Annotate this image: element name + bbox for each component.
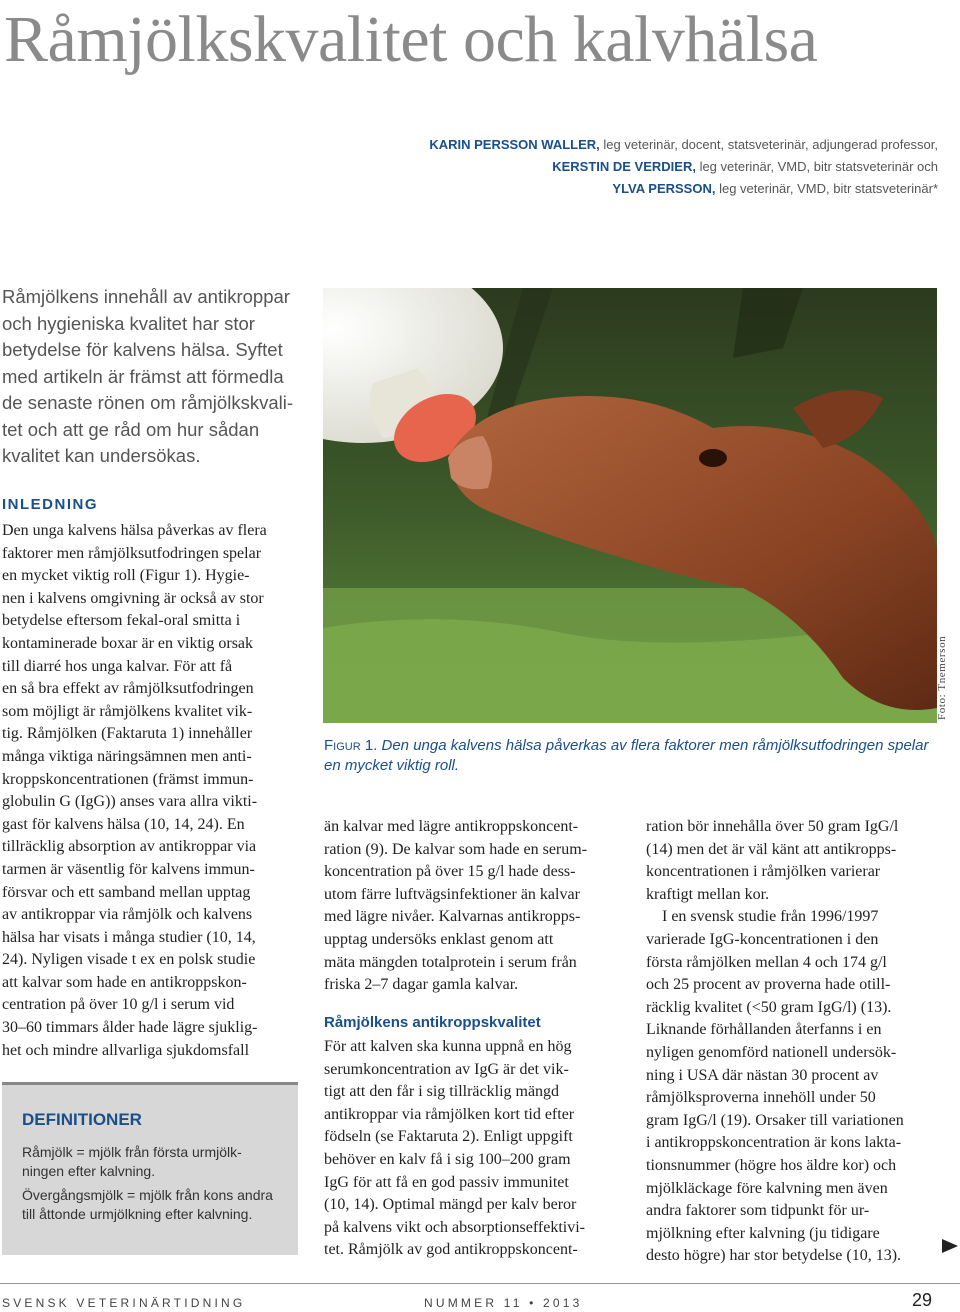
body-line: med lägre nivåer. Kalvarnas antikropps-: [324, 908, 581, 926]
author-role: leg veterinär, VMD, bitr statsveterinär och: [695, 159, 938, 174]
body-line: att kalvar som hade en antikroppskon-: [2, 973, 247, 991]
author-line: [429, 134, 938, 156]
definitions-body: [22, 1143, 273, 1223]
author-name: KERSTIN DE VERDIER,: [552, 159, 696, 174]
body-line: globulin G (IgG)) anses vara allra vikti-: [2, 793, 258, 811]
author-list: [429, 134, 938, 200]
article-title: Råmjölkskvalitet och kalvhälsa: [4, 3, 818, 76]
footer-rule: [0, 1283, 960, 1284]
body-line: tet. Råmjölk av god antikroppskoncent-: [324, 1241, 578, 1259]
body-line: ration (9). De kalvar som hade en serum-: [324, 840, 588, 858]
body-line: kontaminerade boxar är en viktig orsak: [2, 634, 254, 652]
body-line: mjölkning efter kalvning (ju tidigare: [646, 1224, 880, 1242]
body-line: upptag undersöks enklast genom att: [324, 930, 554, 948]
definition-line: Övergångsmjölk = mjölk från kons andra: [22, 1187, 273, 1203]
body-line: serumkoncentration av IgG är det vik-: [324, 1060, 569, 1078]
body-line: många viktiga näringsämnen men anti-: [2, 747, 252, 765]
body-line: centration på över 10 g/l i serum vid: [2, 996, 235, 1014]
body-column-3: [646, 816, 936, 1268]
body-line: ning i USA där nästan 30 procent av: [646, 1066, 879, 1084]
body-line: tarmen är väsentlig för kalvens immun-: [2, 860, 255, 878]
body-line: 24). Nyligen visade t ex en polsk studie: [2, 951, 256, 969]
body-line: tillräcklig absorption av antikroppar via: [2, 838, 257, 856]
body-line: andra faktorer som tidpunkt för ur-: [646, 1202, 870, 1220]
body-column-2b: [324, 1036, 614, 1262]
author-name: YLVA PERSSON,: [612, 181, 716, 196]
page-number: 29: [912, 1290, 933, 1310]
body-line: på kalvens vikt och absorptionseffektivi-: [324, 1218, 585, 1236]
body-line: i antikroppskoncentration är kons lakta-: [646, 1134, 902, 1152]
figure-caption: [324, 736, 934, 776]
definitions-title: DEFINITIONER: [22, 1110, 142, 1129]
definition-line: till åttonde urmjölkning efter kalvning.: [22, 1205, 253, 1222]
ingress-line: med artikeln är främst att förmedla: [2, 365, 284, 387]
photo-credit: Foto: Tnemerson: [936, 635, 948, 720]
body-line: 30–60 timmars ålder hade lägre sjuklig-: [2, 1019, 258, 1037]
body-line: (14) men det är väl känt att antikropps-: [646, 840, 897, 858]
body-line: mjölkläckage före kalvning men även: [646, 1179, 888, 1197]
calf-illustration: [323, 288, 937, 723]
body-line: I en svensk studie från 1996/1997: [646, 908, 879, 926]
body-line: ration bör innehålla över 50 gram IgG/l: [646, 818, 899, 835]
body-line: varierade IgG-koncentrationen i den: [646, 930, 879, 948]
body-column-1: [2, 520, 294, 1062]
body-line: koncentrationen i råmjölken varierar: [646, 863, 881, 881]
body-line: försvar och ett samband mellan upptag: [2, 883, 251, 901]
body-line: nyligen genomförd nationell undersök-: [646, 1043, 897, 1061]
ingress: [2, 284, 302, 470]
body-line: som möjligt är råmjölkens kvalitet vik-: [2, 702, 253, 720]
body-line: gast för kalvens hälsa (10, 14, 24). En: [2, 815, 245, 833]
ingress-line: Råmjölkens innehåll av antikroppar: [2, 286, 290, 307]
body-line: betydelse eftersom fekal-oral smitta i: [2, 612, 241, 630]
body-line: faktorer men råmjölksutfodringen spelar: [2, 544, 262, 562]
body-line: het och mindre allvarliga sjukdomsfall: [2, 1041, 250, 1059]
body-line: räcklig kvalitet (<50 gram IgG/l) (13).: [646, 998, 892, 1016]
body-line: kraftigt mellan kor.: [646, 885, 770, 903]
body-line: än kalvar med lägre antikroppskoncent-: [324, 818, 579, 835]
ingress-line: kvalitet kan undersökas.: [2, 445, 201, 466]
calf-eye: [699, 449, 727, 467]
body-line: utom färre luftvägsinfektioner än kalvar: [324, 885, 580, 903]
definition-line: ningen efter kalvning.: [22, 1162, 156, 1179]
body-line: gram IgG/l (19). Orsaker till variationen: [646, 1111, 904, 1129]
figure-label: Figur 1.: [324, 737, 378, 754]
body-line: nen i kalvens omgivning är också av stor: [2, 589, 264, 607]
body-line: av antikroppar via råmjölk och kalvens: [2, 906, 253, 924]
author-line: [429, 178, 938, 200]
author-role: leg veterinär, docent, statsveterinär, adjungerad professor,: [599, 137, 938, 152]
body-line: friska 2–7 dagar gamla kalvar.: [324, 976, 519, 994]
body-column-2: [324, 816, 614, 997]
figure-caption-text: Den unga kalvens hälsa påverkas av flera faktorer men råmjölksutfodringen spelar en mycket viktig roll.: [324, 737, 929, 774]
body-line: desto högre) har stor betydelse (10, 13).: [646, 1247, 902, 1265]
body-line: antikroppar via råmjölken kort tid efter: [324, 1105, 575, 1123]
section-heading: INLEDNING: [2, 496, 98, 513]
body-line: För att kalven ska kunna uppnå en hög: [324, 1038, 572, 1055]
ingress-line: och hygieniska kvalitet har stor: [2, 312, 255, 334]
body-line: en så bra effekt av råmjölksutfodringen: [2, 680, 254, 698]
body-line: en mycket viktig roll (Figur 1). Hygie-: [2, 567, 250, 585]
author-line: [429, 156, 938, 178]
body-line: första råmjölken mellan 4 och 174 g/l: [646, 953, 887, 971]
subsection-heading: Råmjölkens antikroppskvalitet: [324, 1014, 541, 1031]
body-line: och 25 procent av proverna hade otill-: [646, 976, 891, 994]
body-line: koncentration på över 15 g/l hade dess-: [324, 863, 576, 881]
ingress-line: betydelse för kalvens hälsa. Syftet: [2, 339, 283, 360]
ingress-line: tet och att ge råd om hur sådan: [2, 418, 260, 440]
calf-photo: [323, 288, 937, 723]
body-line: födseln (se Faktaruta 2). Enligt uppgift: [324, 1128, 573, 1146]
body-line: Den unga kalvens hälsa påverkas av flera: [2, 522, 267, 539]
body-line: hälsa har visats i många studier (10, 14,: [2, 928, 256, 946]
body-line: Liknande förhållanden återfanns i en: [646, 1021, 882, 1039]
continue-arrow-icon: [942, 1239, 958, 1253]
body-line: IgG för att få en god passiv immunitet: [324, 1173, 569, 1191]
body-line: mäta mängden totalprotein i serum från: [324, 953, 577, 971]
body-line: kroppskoncentrationen (främst immun-: [2, 770, 254, 788]
body-line: behöver en kalv få i sig 100–200 gram: [324, 1150, 571, 1168]
body-line: råmjölksproverna innehöll under 50: [646, 1089, 876, 1107]
body-line: tigt att den får i sig tillräcklig mängd: [324, 1083, 560, 1101]
author-role: leg veterinär, VMD, bitr statsveterinär*: [715, 181, 938, 196]
definition-line: Råmjölk = mjölk från första urmjölk-: [22, 1144, 242, 1160]
body-line: tionsnummer (högre hos äldre kor) och: [646, 1156, 897, 1174]
body-line: (10, 14). Optimal mängd per kalv beror: [324, 1196, 577, 1214]
issue-number: NUMMER 11 • 2013: [424, 1296, 583, 1310]
body-line: till diarré hos unga kalvar. För att få: [2, 657, 233, 675]
journal-name: SVENSK VETERINÄRTIDNING: [2, 1296, 246, 1310]
body-line: tig. Råmjölken (Faktaruta 1) innehåller: [2, 725, 253, 743]
ingress-line: de senaste rönen om råmjölkskvali-: [2, 392, 293, 413]
author-name: KARIN PERSSON WALLER,: [429, 137, 600, 152]
